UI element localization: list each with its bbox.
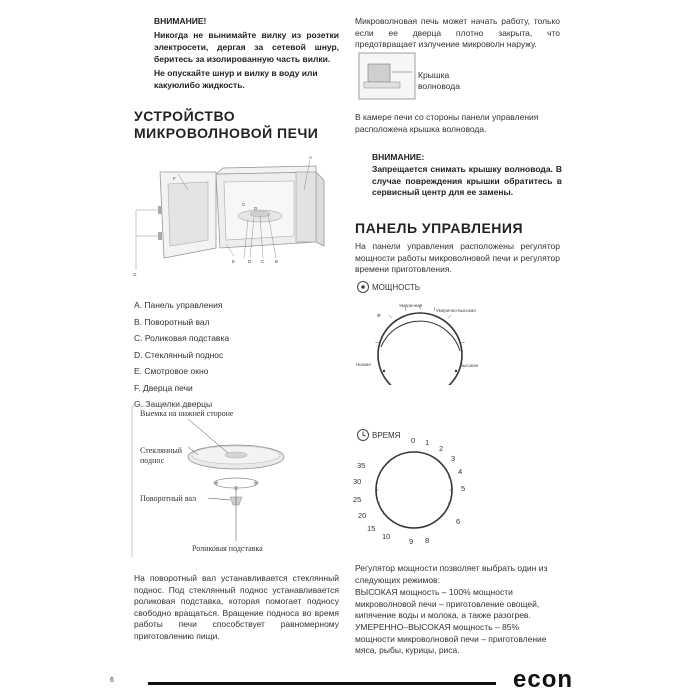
time-mark-0: 0 [411,436,416,445]
parts-list [134,297,229,413]
diagram-label-c: C [261,259,265,264]
time-mark-25: 25 [353,495,362,504]
diagram-label-f: F [173,176,176,181]
diagram-label-g: G [133,272,137,277]
time-mark-2: 2 [439,444,444,453]
list-item: E. Смотровое окно [134,366,209,376]
time-mark-15: 15 [367,524,376,533]
power-level-medium-high: Умеренно-высокая [436,308,476,313]
section-title-device [134,108,318,142]
time-label: ВРЕМЯ [372,431,401,440]
waveguide-warning-title: ВНИМАНИЕ: [372,152,425,162]
time-mark-1: 1 [425,438,430,447]
time-mark-8: 8 [425,536,430,545]
diagram-label-d-inner: D [254,206,258,211]
list-item: F. Дверца печи [134,382,193,393]
time-mark-20: 20 [358,511,367,520]
power-label: МОЩНОСТЬ [372,283,421,292]
mode-high-text: ВЫСОКАЯ мощность – 100% мощности микроволновой печи – приготовление овощей, кипячение воды и молока, а также разогрев. [355,587,540,620]
mode-medium-high-text: УМЕРЕННО–ВЫСОКАЯ мощность – 85% мощности микроволновой печи – приготовление мяса, рыбы, курицы, риса. [355,622,547,655]
diagram-label-c-inner: C [242,202,246,207]
econ-logo: econ [513,666,574,693]
diagram-label-d: D [248,259,252,264]
time-mark-4: 4 [458,467,463,476]
diagram-label-a: A [309,155,313,160]
list-item: A. Панель управления [134,300,223,310]
time-dial [348,432,483,547]
section-title-line-2: МИКРОВОЛНОВОЙ ПЕЧИ [134,125,319,141]
warning-title: ВНИМАНИЕ! [154,16,207,26]
power-level-low: Низкая [356,362,371,367]
power-icon [356,280,370,294]
time-mark-3: 3 [451,454,456,463]
warning-text-cord: Никогда не вынимайте вилку из розетки электросети, дергая за сетевой шнур, беритесь за изолированную часть вилки. [154,30,339,64]
page-number: 6 [110,677,114,684]
waveguide-text: В камере печи со стороны панели управления расположена крышка волновода. [355,112,539,134]
time-mark-30: 30 [353,477,362,486]
footer-rule [148,682,496,685]
tray-label-shaft: Поворотный вал [140,494,197,503]
time-mark-35: 35 [357,461,366,470]
list-item: C. Роликовая подставка [134,333,230,343]
regulator-text: Регулятор мощности позволяет выбрать один из следующих режимов: [355,563,548,585]
tray-label-glass: Стеклянный поднос [140,446,183,465]
time-mark-6: 6 [456,517,461,526]
waveguide-warning-text: Запрещается снимать крышку волновода. В случае повреждения крышки обратитесь в сервисный центр для ее замены. [372,164,562,197]
power-dial [350,295,480,385]
time-mark-5: 5 [461,484,466,493]
list-item: B. Поворотный вал [134,316,210,327]
control-panel-text: На панели управления расположены регулятор мощности работы микроволновой печи и регулятор времени приготовления. [355,241,560,274]
tray-description: На поворотный вал устанавливается стеклянный поднос. Под стеклянный поднос устанавливается роликовая подставка, которая помогает подносу свободно вращаться. Вращение подноса во время работы печи способствует равномерному приготовлению пищи. [134,573,339,641]
tray-label-notch: Выемка на нижней стороне [140,409,234,418]
tray-label-roller: Роликовая подставка [192,544,263,553]
control-panel-title: ПАНЕЛЬ УПРАВЛЕНИЯ [355,220,524,236]
power-level-medium: Умеренная [399,303,423,308]
waveguide-label: Крышка волновода [418,70,460,91]
warning-text-water: Не опускайте шнур и вилку в воду или какуюлибо жидкость. [154,68,318,90]
microwave-diagram [128,150,343,280]
section-title-line-1: УСТРОЙСТВО [134,108,236,124]
waveguide-image [358,52,418,102]
time-mark-10: 10 [382,532,391,541]
power-level-high: Высокая [460,363,479,368]
door-intro-text: Микроволновая печь может начать работу, только если ее дверца плотно закрыта, что предотвращает излучение микроволн наружу. [355,16,560,49]
diagram-label-b: B [275,259,279,264]
diagram-label-e: E [232,259,236,264]
list-item: G. Защелки дверцы [134,399,213,409]
time-mark-9: 9 [409,537,414,546]
defrost-icon: ✻ [377,313,381,318]
tray-figure [128,405,343,560]
list-item: D. Стеклянный поднос [134,349,224,360]
